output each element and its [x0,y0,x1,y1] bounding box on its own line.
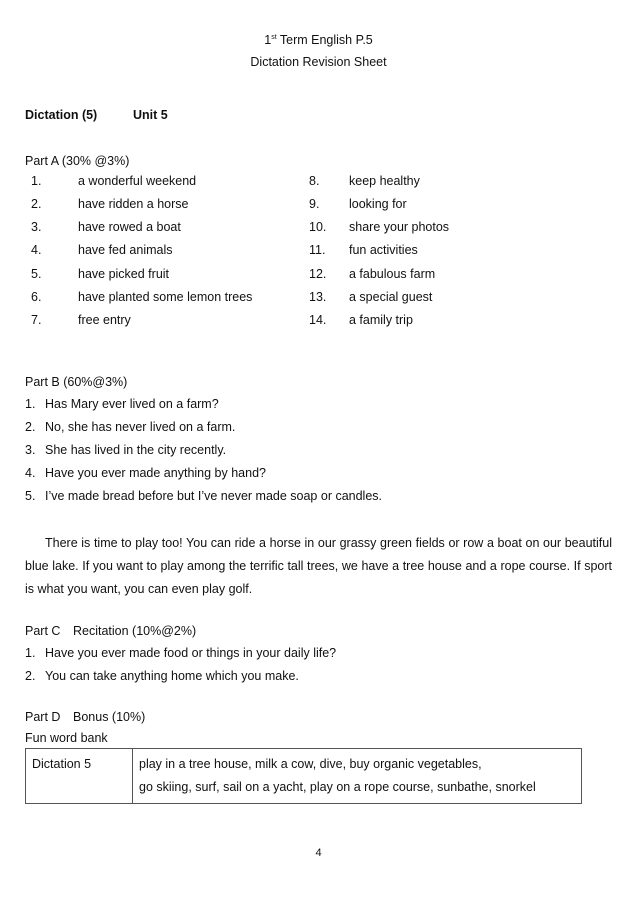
part-b-num: 1. [25,397,36,411]
part-b-num: 4. [25,466,36,480]
part-b-sentence: Has Mary ever lived on a farm? [45,397,219,411]
part-a-num: 3. [31,220,42,234]
part-b-sentence: No, she has never lived on a farm. [45,420,236,434]
title-sup: st [271,33,277,41]
word-bank-label: Dictation 5 [26,749,133,804]
part-a-num: 4. [31,243,42,257]
part-b-num: 5. [25,489,36,503]
part-a-num: 8. [309,174,320,188]
word-bank-line: go skiing, surf, sail on a yacht, play on a rope course, sunbathe, snorkel [139,780,536,794]
part-d-title: Bonus (10%) [73,710,146,724]
part-a-item: have picked fruit [78,267,170,281]
part-d-label: Part D [25,710,61,724]
part-a-num: 10. [309,220,327,234]
part-a-item: fun activities [349,243,418,257]
part-b-sentence: I’ve made bread before but I’ve never made soap or candles. [45,489,383,503]
part-a-num: 6. [31,290,42,304]
part-b-num: 3. [25,443,36,457]
part-a-item: a wonderful weekend [78,174,197,188]
part-a-item: have planted some lemon trees [78,290,253,304]
part-b-sentence: Have you ever made anything by hand? [45,466,266,480]
part-a-item: a special guest [349,290,433,304]
part-a-num: 1. [31,174,42,188]
part-a-item: keep healthy [349,174,420,188]
part-a-num: 12. [309,267,327,281]
dictation-label: Dictation (5) [25,108,98,122]
part-c-title: Recitation (10%@2%) [73,624,197,638]
part-a-item: free entry [78,313,131,327]
part-a-item: a fabulous farm [349,267,436,281]
page-title [0,33,637,47]
part-b-sentence: She has lived in the city recently. [45,443,227,457]
part-a-heading: Part A (30% @3%) [25,154,130,168]
part-c-num: 2. [25,669,36,683]
part-c-num: 1. [25,646,36,660]
title-post: Term English P.5 [276,33,373,47]
part-a-num: 13. [309,290,327,304]
part-a-num: 2. [31,197,42,211]
page-number: 4 [315,847,322,859]
part-a-item: have rowed a boat [78,220,181,234]
part-a-item: looking for [349,197,407,211]
part-a-item: have fed animals [78,243,173,257]
part-a-num: 9. [309,197,320,211]
part-a-item: a family trip [349,313,413,327]
part-a-item: share your photos [349,220,450,234]
word-bank-content [133,749,582,804]
part-a-num: 5. [31,267,42,281]
word-bank-line: play in a tree house, milk a cow, dive, buy organic vegetables, [139,757,482,771]
page-subtitle: Dictation Revision Sheet [250,55,387,69]
word-bank-title: Fun word bank [25,731,108,745]
part-c-sentence: Have you ever made food or things in your daily life? [45,646,337,660]
part-c-label: Part C [25,624,61,638]
part-a-num: 14. [309,313,327,327]
part-a-num: 7. [31,313,42,327]
part-a-num: 11. [309,243,326,257]
word-bank-row [26,749,582,804]
part-c-sentence: You can take anything home which you make. [45,669,299,683]
title-pre: 1 [264,33,272,47]
part-a-item: have ridden a horse [78,197,189,211]
part-b-heading: Part B (60%@3%) [25,375,128,389]
part-b-num: 2. [25,420,36,434]
word-bank-table [25,748,582,804]
part-b-paragraph: There is time to play too! You can ride a horse in our grassy green fields or row a boat on our beautiful blue lake. If you want to play among the terrific tall trees, we have a tree house and a rope course. If sport is what you want, you can even play golf. [25,536,612,596]
unit-label: Unit 5 [133,108,168,122]
